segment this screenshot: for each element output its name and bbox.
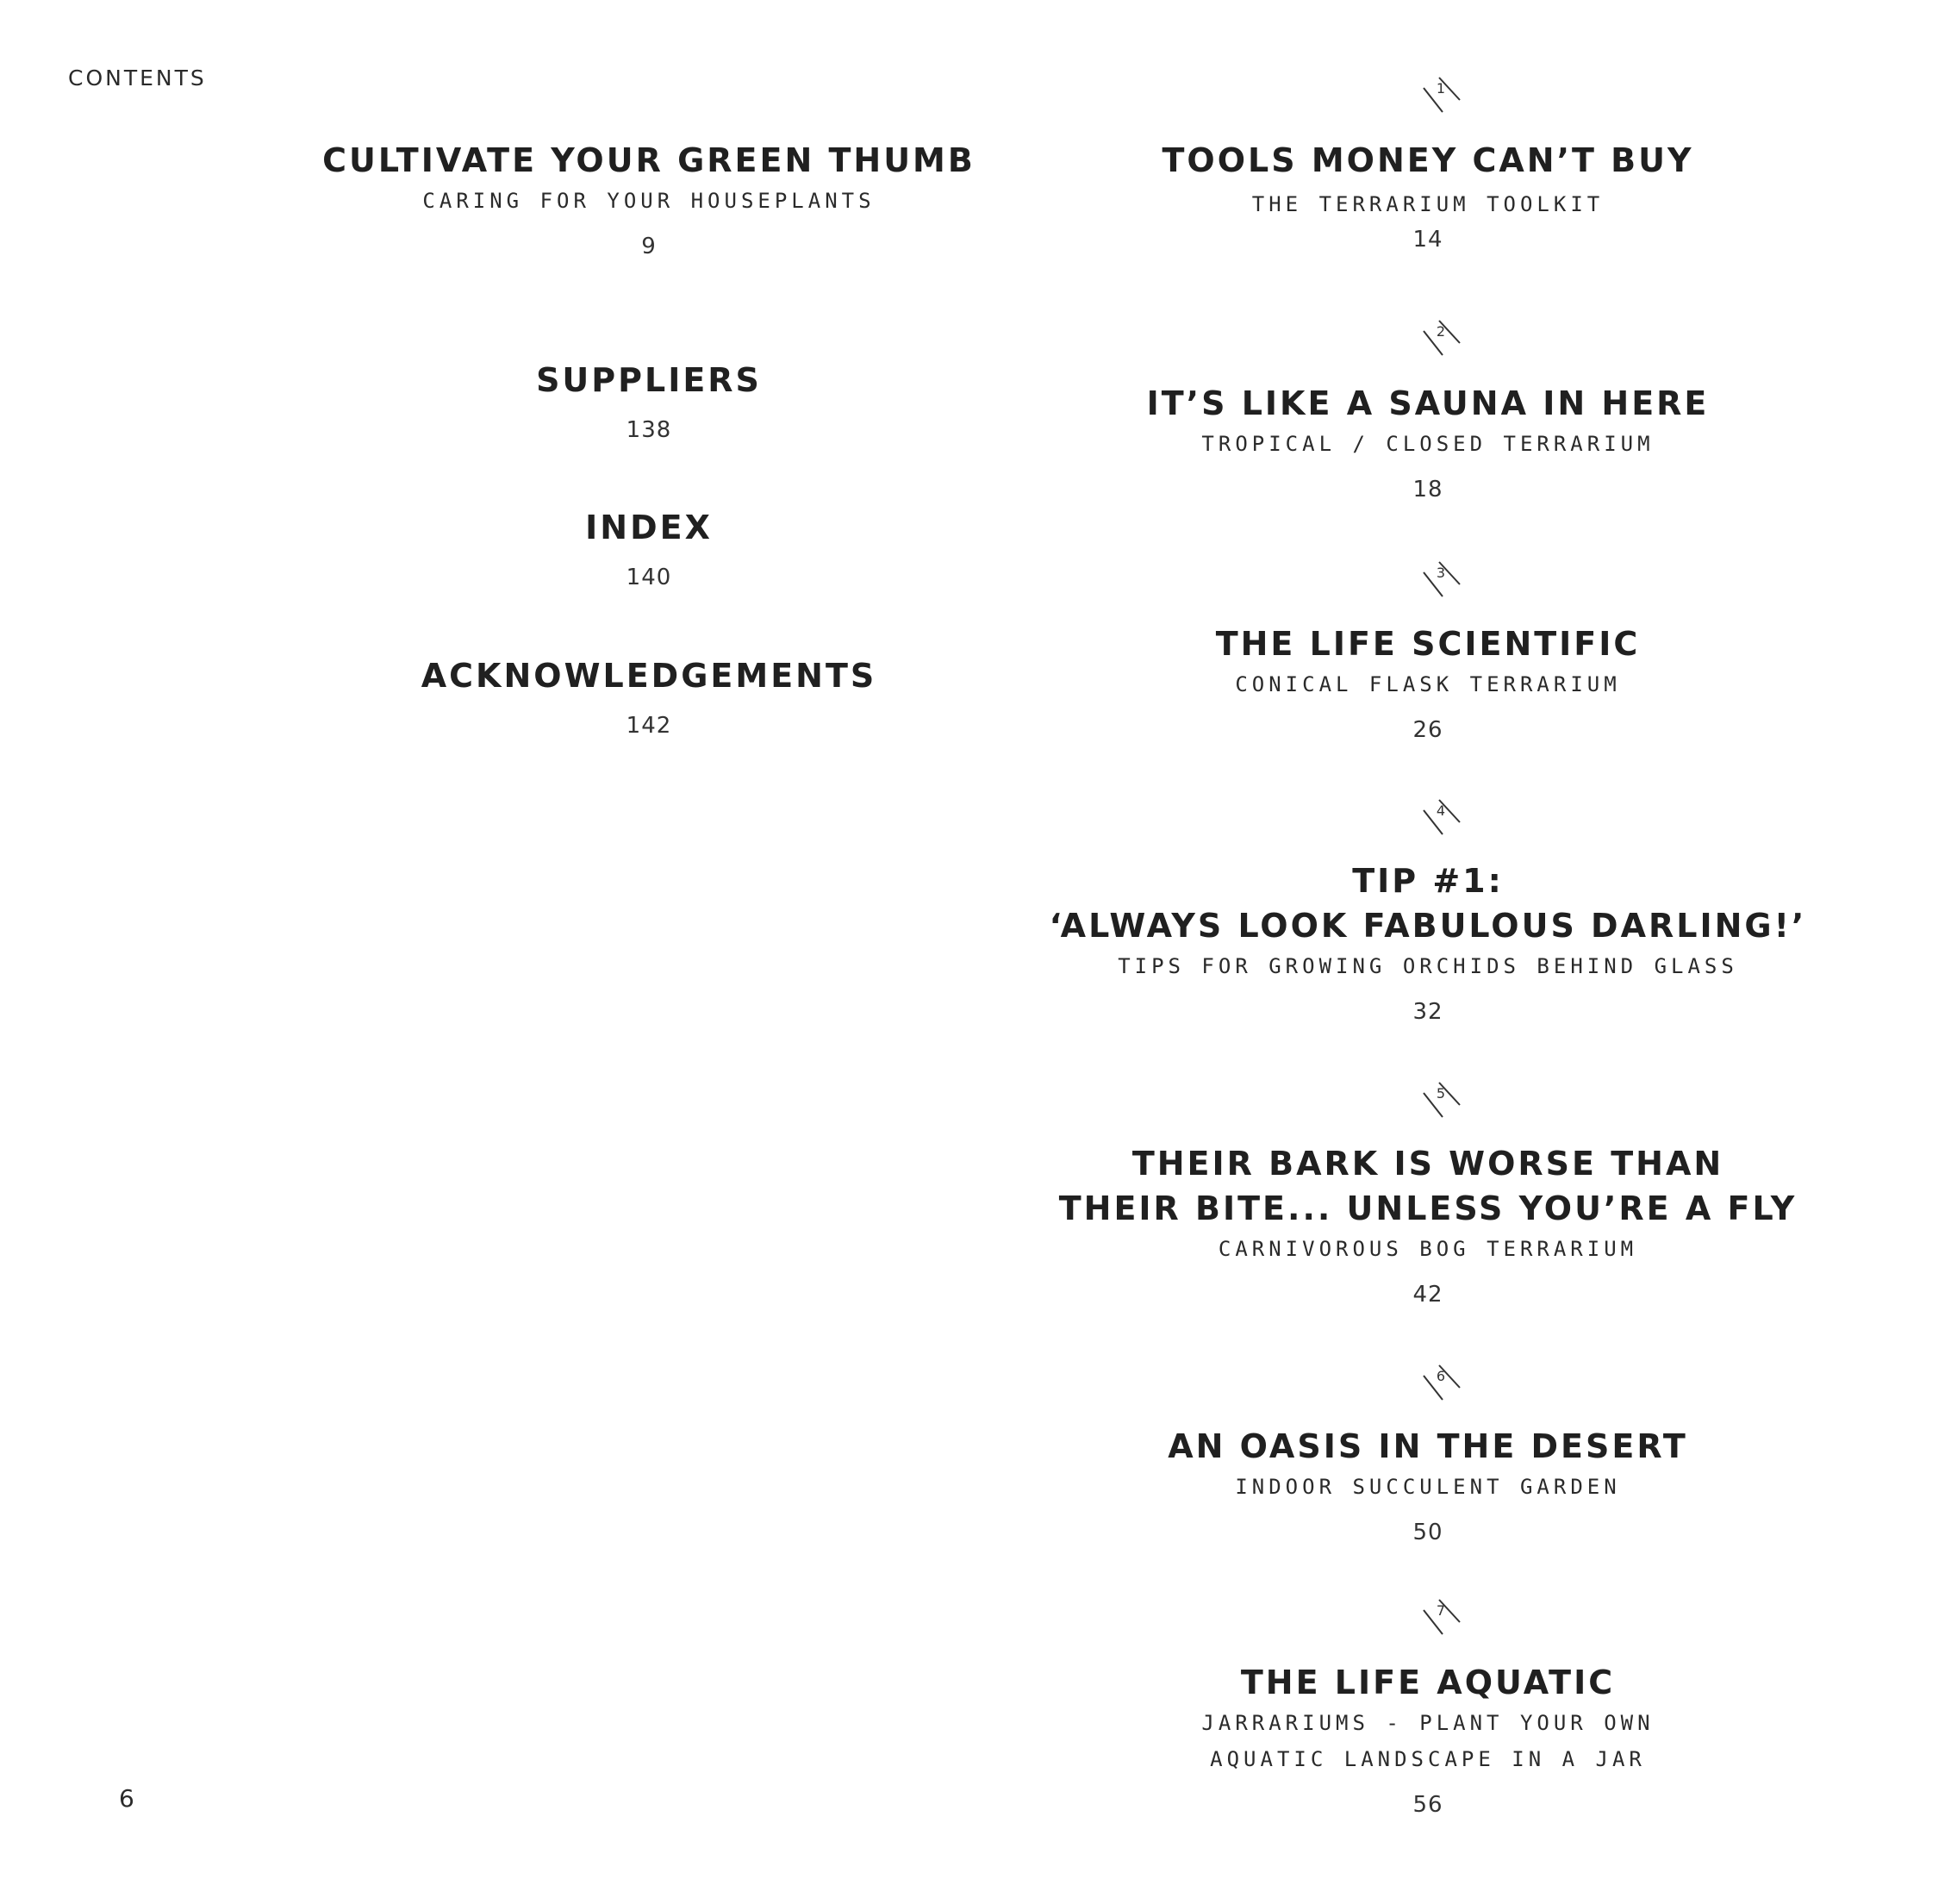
entry-title: THEIR BITE... UNLESS YOU’RE A FLY bbox=[1058, 1189, 1798, 1227]
toc-entry[interactable] bbox=[1040, 621, 1816, 747]
entry-title: THEIR BARK IS WORSE THAN bbox=[1131, 1145, 1724, 1183]
entry-subtitle: AQUATIC LANDSCAPE IN A JAR bbox=[1210, 1747, 1646, 1771]
toc-entry[interactable] bbox=[1040, 138, 1816, 257]
entry-title: TIP #1: bbox=[1352, 862, 1504, 900]
toc-entry[interactable] bbox=[261, 505, 1037, 595]
chapter-number-marker: 5 bbox=[1415, 1074, 1467, 1126]
entry-page: 56 bbox=[1412, 1792, 1443, 1818]
entry-title: THE LIFE AQUATIC bbox=[1240, 1664, 1616, 1701]
entry-title: THE LIFE SCIENTIFIC bbox=[1215, 625, 1641, 663]
entry-title: SUPPLIERS bbox=[536, 361, 762, 399]
entry-subtitle: CONICAL FLASK TERRARIUM bbox=[1235, 672, 1621, 696]
toc-entry[interactable] bbox=[261, 653, 1037, 743]
entry-title: TOOLS MONEY CAN’T BUY bbox=[1162, 141, 1694, 179]
chapter-number-marker: 1 bbox=[1415, 69, 1467, 121]
page-number: 6 bbox=[119, 1784, 134, 1813]
entry-subtitle: TROPICAL / CLOSED TERRARIUM bbox=[1201, 432, 1655, 456]
chapter-number-marker: 3 bbox=[1415, 553, 1467, 605]
entry-page: 14 bbox=[1412, 227, 1443, 253]
chapter-number-marker: 7 bbox=[1415, 1591, 1467, 1643]
chapter-number-marker: 4 bbox=[1415, 791, 1467, 843]
toc-entry[interactable] bbox=[1040, 858, 1816, 1029]
entry-title: CULTIVATE YOUR GREEN THUMB bbox=[322, 141, 976, 179]
entry-page: 140 bbox=[626, 565, 672, 590]
entry-page: 18 bbox=[1412, 477, 1443, 503]
entry-page: 32 bbox=[1412, 999, 1443, 1025]
toc-entry[interactable] bbox=[261, 358, 1037, 447]
entry-title: INDEX bbox=[585, 509, 713, 546]
toc-entry[interactable] bbox=[1040, 381, 1816, 507]
chapter-number-marker: 6 bbox=[1415, 1357, 1467, 1408]
entry-title: ‘ALWAYS LOOK FABULOUS DARLING!’ bbox=[1049, 907, 1807, 945]
toc-entry[interactable] bbox=[261, 138, 1037, 264]
entry-subtitle: THE TERRARIUM TOOLKIT bbox=[1251, 192, 1605, 216]
entry-subtitle: CARING FOR YOUR HOUSEPLANTS bbox=[422, 189, 876, 213]
entry-title: AN OASIS IN THE DESERT bbox=[1168, 1427, 1688, 1465]
entry-subtitle: CARNIVOROUS BOG TERRARIUM bbox=[1218, 1237, 1638, 1261]
entry-title: ACKNOWLEDGEMENTS bbox=[421, 657, 877, 695]
entry-page: 42 bbox=[1412, 1282, 1443, 1308]
entry-page: 9 bbox=[641, 234, 657, 259]
toc-entry[interactable] bbox=[1040, 1660, 1816, 1822]
running-head: CONTENTS bbox=[68, 66, 207, 91]
toc-entry[interactable] bbox=[1040, 1141, 1816, 1312]
toc-entry[interactable] bbox=[1040, 1424, 1816, 1550]
entry-subtitle: JARRARIUMS - PLANT YOUR OWN bbox=[1201, 1711, 1655, 1735]
entry-page: 138 bbox=[626, 417, 672, 443]
entry-page: 26 bbox=[1412, 717, 1443, 743]
entry-page: 142 bbox=[626, 713, 672, 739]
entry-page: 50 bbox=[1412, 1520, 1443, 1545]
entry-subtitle: INDOOR SUCCULENT GARDEN bbox=[1235, 1475, 1621, 1499]
entry-title: IT’S LIKE A SAUNA IN HERE bbox=[1146, 384, 1710, 422]
entry-subtitle: TIPS FOR GROWING ORCHIDS BEHIND GLASS bbox=[1118, 954, 1738, 978]
chapter-number-marker: 2 bbox=[1415, 312, 1467, 364]
